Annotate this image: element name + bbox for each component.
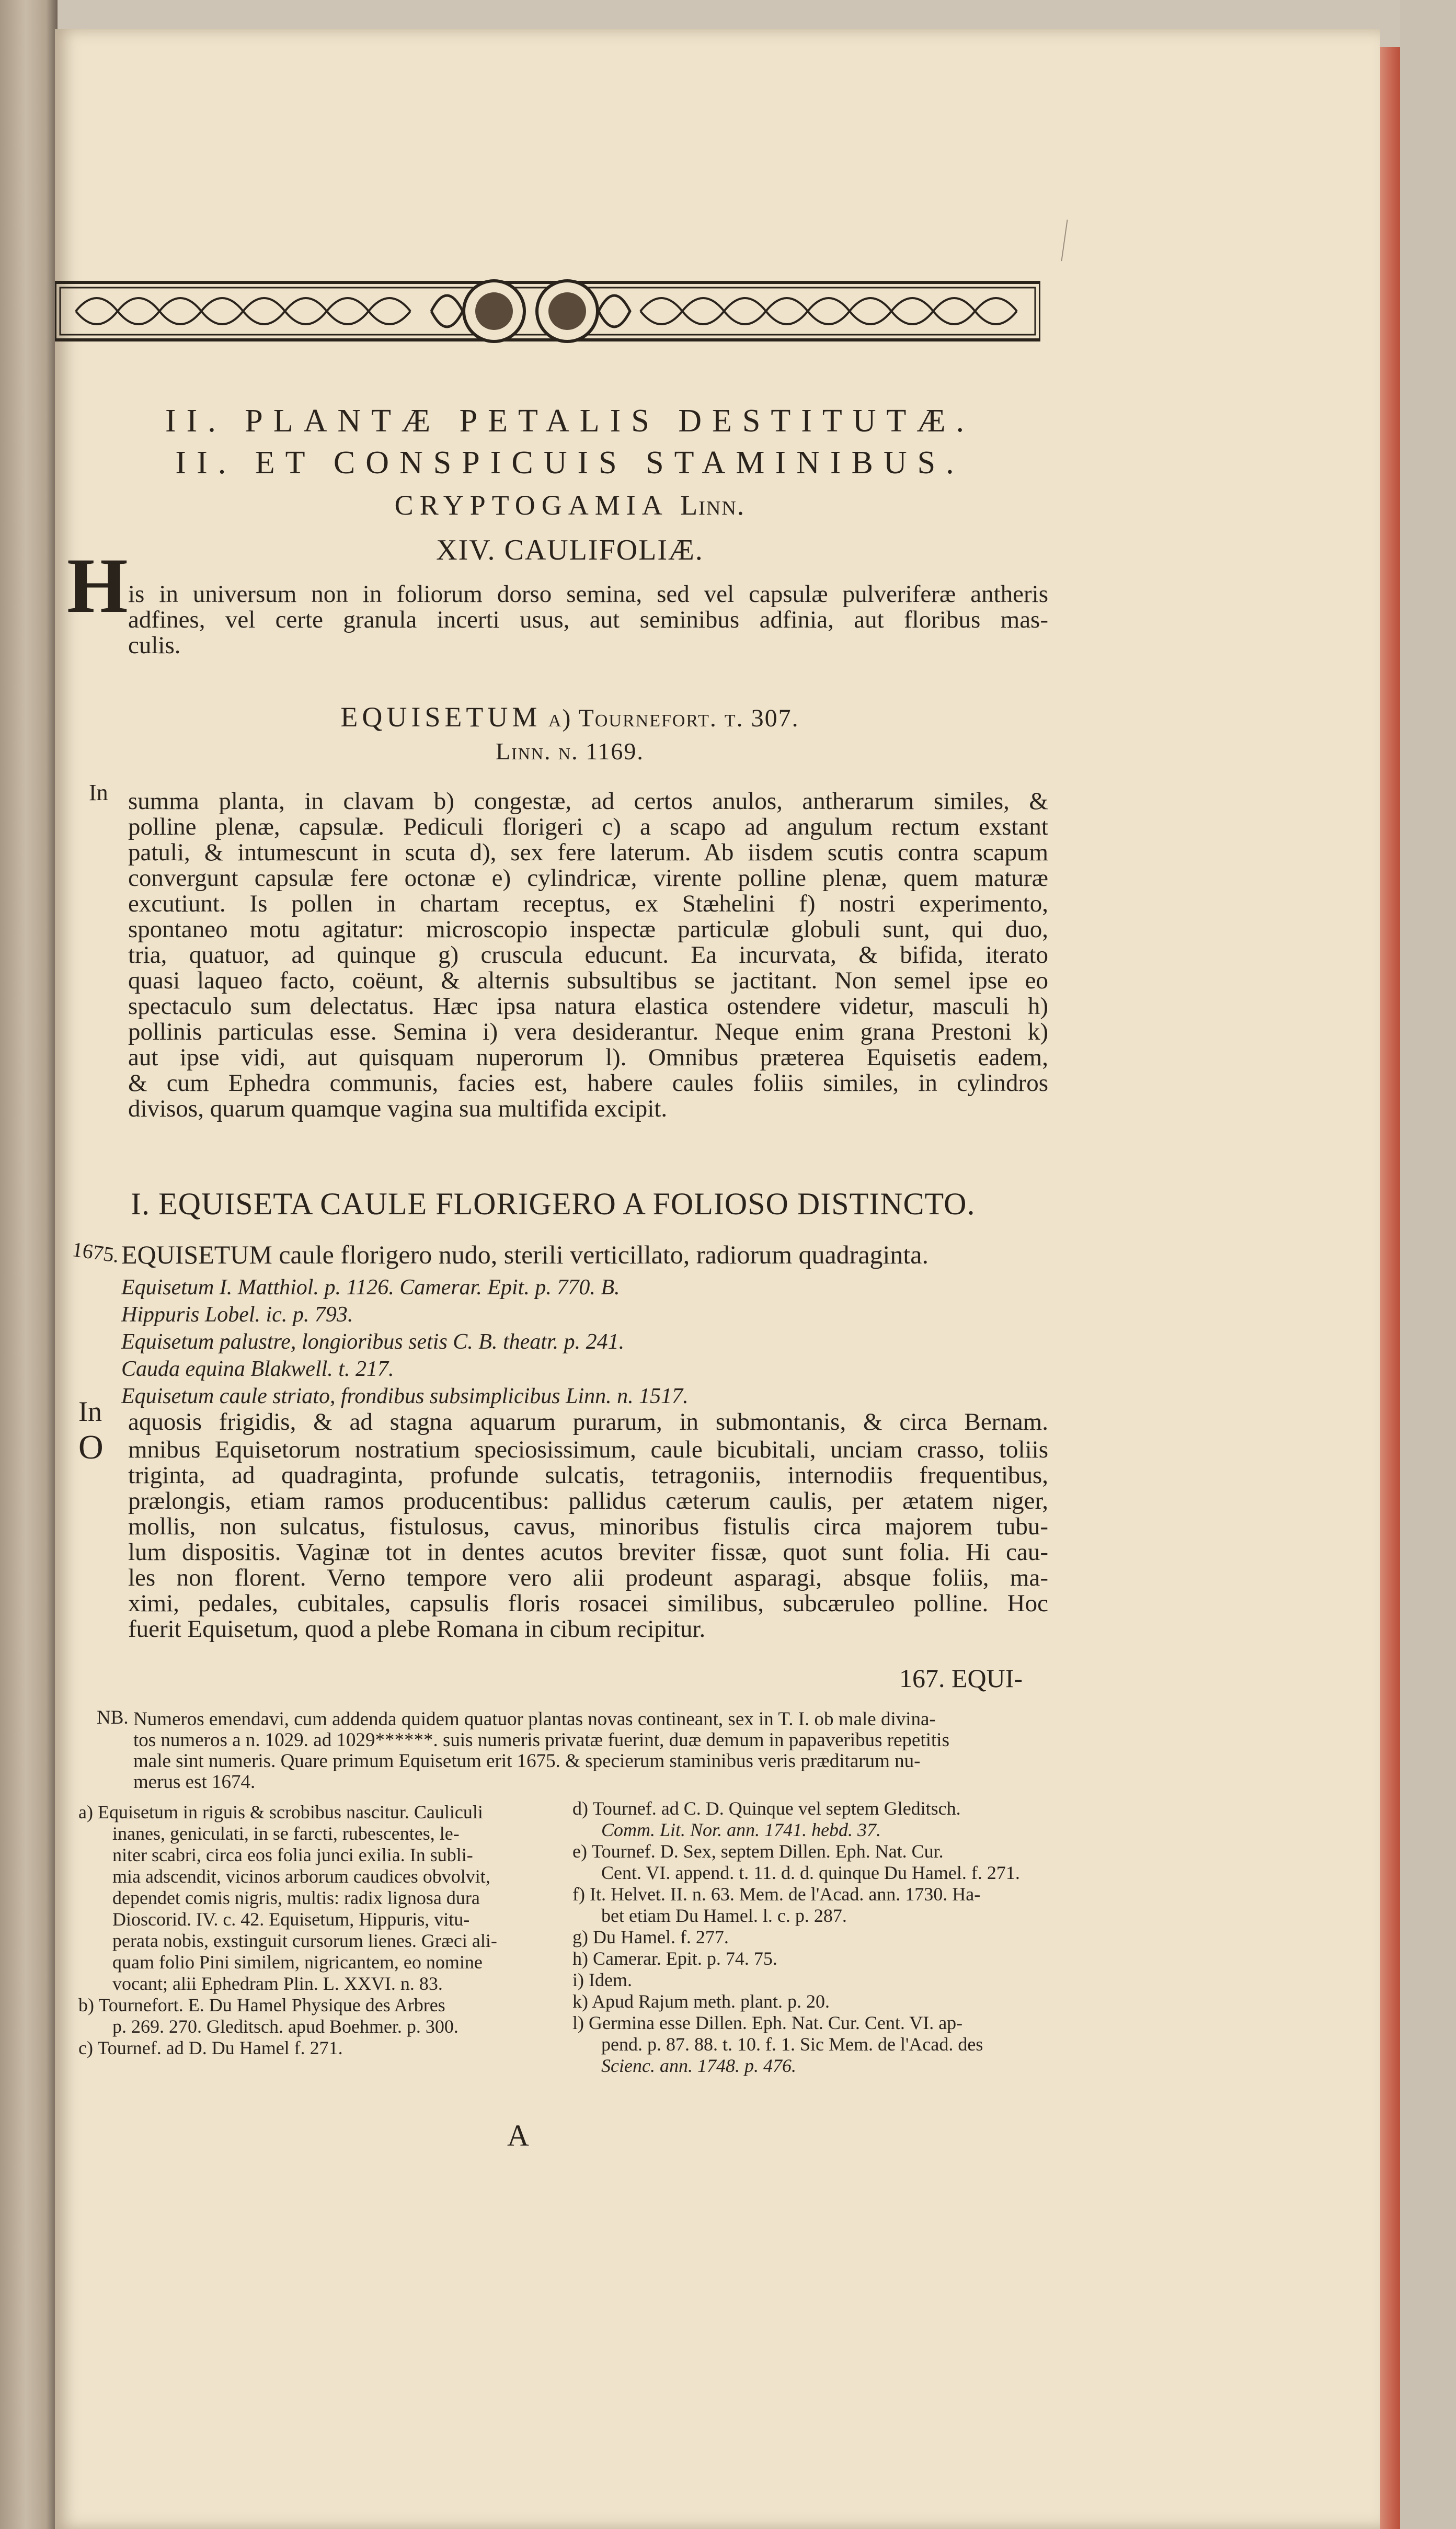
heading-line-3 <box>131 489 1009 521</box>
footnote-line: bet etiam Du Hamel. l. c. p. 287. <box>601 1905 847 1926</box>
heading-line-2: II. ET CONSPICUIS STAMINIBUS. <box>175 445 965 481</box>
description-line: polline plenæ, capsulæ. Pediculi florigeri c) a scapo ad angulum rectum exstant <box>128 813 1048 840</box>
species-description-line: ximi, pedales, cubitales, capsulis floris rosacei similibus, subcæruleo polline. Hoc <box>128 1590 1048 1617</box>
nb-line: tos numeros a n. 1029. ad 1029******. suis numeris privatæ fuerint, duæ demum in papaveribus repetitis <box>133 1729 949 1751</box>
synonym-line: Cauda equina Blakwell. t. 217. <box>121 1357 394 1381</box>
footnote-line: Scienc. ann. 1748. p. 476. <box>601 2055 796 2076</box>
drop-cap: H <box>67 542 128 629</box>
species-description-line: les non florent. Verno tempore vero alii prodeunt asparagi, absque foliis, ma- <box>128 1564 1048 1591</box>
description-line: patuli, & intumescunt in scuta d), sex fere laterum. Ab iisdem scutis contra scapum <box>128 839 1048 866</box>
description-line: spectaculo sum delectatus. Hæc ipsa natura elastica ostendere videtur, masculi h) <box>128 993 1048 1020</box>
description-line: tria, quatuor, ad quinque g) cruscula educunt. Ea incurvata, & bifida, iterato <box>128 941 1048 969</box>
species-description <box>128 1437 1048 1642</box>
footnote-line: d) Tournef. ad C. D. Quinque vel septem Gleditsch. <box>572 1798 961 1819</box>
catchword: 167. EQUI- <box>899 1664 1023 1693</box>
genus-description <box>128 789 1048 1122</box>
nb-line: Numeros emendavi, cum addenda quidem quatuor plantas novas contineant, sex in T. I. ob male divina- <box>133 1708 936 1730</box>
footnote-line: quam folio Pini similem, nigricantem, eo nomine <box>112 1952 483 1973</box>
footnote-line: inanes, geniculati, in se farcti, rubescentes, le- <box>112 1823 460 1844</box>
left-page-edge <box>0 0 58 2529</box>
description-line: & cum Ephedra communis, facies est, habere caules foliis similes, in cylindros <box>128 1069 1048 1097</box>
heading-line-1: II. PLANTÆ PETALIS DESTITUTÆ. <box>165 403 975 439</box>
outer-margin <box>1400 0 1456 2529</box>
footnote-line: i) Idem. <box>572 1969 632 1990</box>
species-description-line: mollis, non sulcatus, fistulosus, cavus, minoribus fistulis circa majorem tubu- <box>128 1513 1048 1540</box>
description-line: aut ipse vidi, aut quisquam nuperorum l). Omnibus præterea Equisetis eadem, <box>128 1044 1048 1071</box>
intro-line: adfines, vel certe granula incerti usus, aut seminibus adfinia, aut floribus mas- <box>128 606 1048 633</box>
footnote-line: b) Tournefort. E. Du Hamel Physique des Arbres <box>78 1995 445 2015</box>
ornament-headpiece <box>55 246 1040 366</box>
synonym-line: Equisetum caule striato, frondibus subsimplicibus Linn. n. 1517. <box>121 1384 689 1408</box>
footnote-line: niter scabri, circa eos folia junci exilia. In subli- <box>112 1844 473 1865</box>
species-number: 1675. <box>71 1237 121 1268</box>
red-page-edge <box>1380 47 1400 2529</box>
class-author: Linn. <box>680 489 746 521</box>
class-name: CRYPTOGAMIA <box>394 489 667 521</box>
habitat-line: aquosis frigidis, & ad stagna aquarum purarum, in submontanis, & circa Bernam. <box>128 1408 1048 1436</box>
order-title: XIV. CAULIFOLIÆ. <box>436 534 704 566</box>
footnote-line: h) Camerar. Epit. p. 74. 75. <box>572 1948 777 1969</box>
footnote-line: g) Du Hamel. f. 277. <box>572 1927 729 1947</box>
nb-line: male sint numeris. Quare primum Equisetum erit 1675. & specierum staminibus veris præditarum nu- <box>133 1750 921 1772</box>
intro-paragraph <box>128 582 1048 658</box>
footnote-line: Cent. VI. append. t. 11. d. d. quinque Du Hamel. f. 271. <box>601 1862 1020 1883</box>
footnote-line: pend. p. 87. 88. t. 10. f. 1. Sic Mem. de l'Acad. des <box>601 2034 983 2055</box>
synonym-line: Equisetum palustre, longioribus setis C. B. theatr. p. 241. <box>121 1330 625 1354</box>
species-description-line: fuerit Equisetum, quod a plebe Romana in cibum recipitur. <box>128 1615 706 1643</box>
description-line: divisos, quarum quamque vagina sua multifida excipit. <box>128 1095 668 1122</box>
footnote-line: k) Apud Rajum meth. plant. p. 20. <box>572 1991 830 2012</box>
footnote-line: vocant; alii Ephedram Plin. L. XXVI. n. 83. <box>112 1973 443 1994</box>
genus-linnaeus-ref: Linn. n. 1169. <box>496 738 644 765</box>
synonym-line: Hippuris Lobel. ic. p. 793. <box>121 1303 353 1327</box>
footnote-line: l) Germina esse Dillen. Eph. Nat. Cur. Cent. VI. ap- <box>572 2012 963 2033</box>
intro-line: culis. <box>128 632 181 659</box>
genus-ref: a) Tournefort. t. 307. <box>548 704 799 732</box>
section-title: I. EQUISETA CAULE FLORIGERO A FOLIOSO DISTINCTO. <box>131 1187 976 1221</box>
species-description-line: lum dispositis. Vaginæ tot in dentes acutos breviter fissæ, quot sunt folia. Hi cau- <box>128 1539 1048 1566</box>
footnote-line: mia adscendit, vicinos arborum caudices obvolvit, <box>112 1866 490 1887</box>
footnote-line: perata nobis, exstinguit cursorum lienes. Græci ali- <box>112 1930 497 1951</box>
description-line: excutiunt. Is pollen in chartam receptus, ex Stæhelini f) nostri experimento, <box>128 890 1048 917</box>
description-line: convergunt capsulæ fere octonæ e) cylindricæ, virente polline plenæ, quem maturæ <box>128 864 1048 892</box>
footnote-line: f) It. Helvet. II. n. 63. Mem. de l'Acad. ann. 1730. Ha- <box>572 1884 981 1905</box>
footnote-line: Comm. Lit. Nor. ann. 1741. hebd. 37. <box>601 1819 881 1840</box>
intro-line: is in universum non in foliorum dorso semina, sed vel capsulæ pulveriferæ antheris <box>128 580 1048 608</box>
nb-label: NB. <box>97 1707 129 1728</box>
nb-line: merus est 1674. <box>133 1771 256 1793</box>
synonym-line: Equisetum I. Matthiol. p. 1126. Camerar. Epit. p. 770. B. <box>121 1275 620 1300</box>
description-line: pollinis particulas esse. Semina i) vera desiderantur. Neque enim grana Prestoni k) <box>128 1018 1048 1045</box>
species-description-line: triginta, ad quadraginta, profunde sulcatis, tetragoniis, internodiis frequentibus, <box>128 1462 1048 1489</box>
footnote-line: a) Equisetum in riguis & scrobibus nascitur. Cauliculi <box>78 1802 483 1822</box>
description-dropcap: O <box>78 1428 104 1466</box>
genus-heading <box>131 701 1009 733</box>
signature-mark: A <box>507 2118 529 2152</box>
description-line: summa planta, in clavam b) congestæ, ad certos anulos, antherarum similes, & <box>128 788 1048 815</box>
species-description-line: mnibus Equisetorum nostratium speciosissimum, caule bicubitali, unciam crasso, toliis <box>128 1436 1048 1463</box>
description-line: spontaneo motu agitatur: microscopio inspectæ particulæ globuli sunt, qui duo, <box>128 916 1048 943</box>
description-line: quasi laqueo facto, coëunt, & alternis subsultibus se jactitant. Non semel ipse eo <box>128 967 1048 994</box>
footnote-line: p. 269. 270. Gleditsch. apud Boehmer. p. 300. <box>112 2016 458 2037</box>
genus-name: EQUISETUM <box>340 701 542 733</box>
species-title: EQUISETUM caule florigero nudo, sterili verticillato, radiorum quadraginta. <box>121 1240 928 1269</box>
description-margin-word: In <box>89 780 108 805</box>
footnote-line: c) Tournef. ad D. Du Hamel f. 271. <box>78 2037 343 2058</box>
species-description-line: prælongis, etiam ramos producentibus: pallidus cæterum caulis, per ætatem niger, <box>128 1487 1048 1514</box>
footnote-line: e) Tournef. D. Sex, septem Dillen. Eph. Nat. Cur. <box>572 1841 944 1862</box>
footnote-line: dependet comis nigris, multis: radix lignosa dura <box>112 1887 480 1908</box>
footnote-line: Dioscorid. IV. c. 42. Equisetum, Hippuris, vitu- <box>112 1909 470 1930</box>
habitat-margin-word: In <box>78 1396 102 1427</box>
species-habitat <box>128 1409 1048 1435</box>
